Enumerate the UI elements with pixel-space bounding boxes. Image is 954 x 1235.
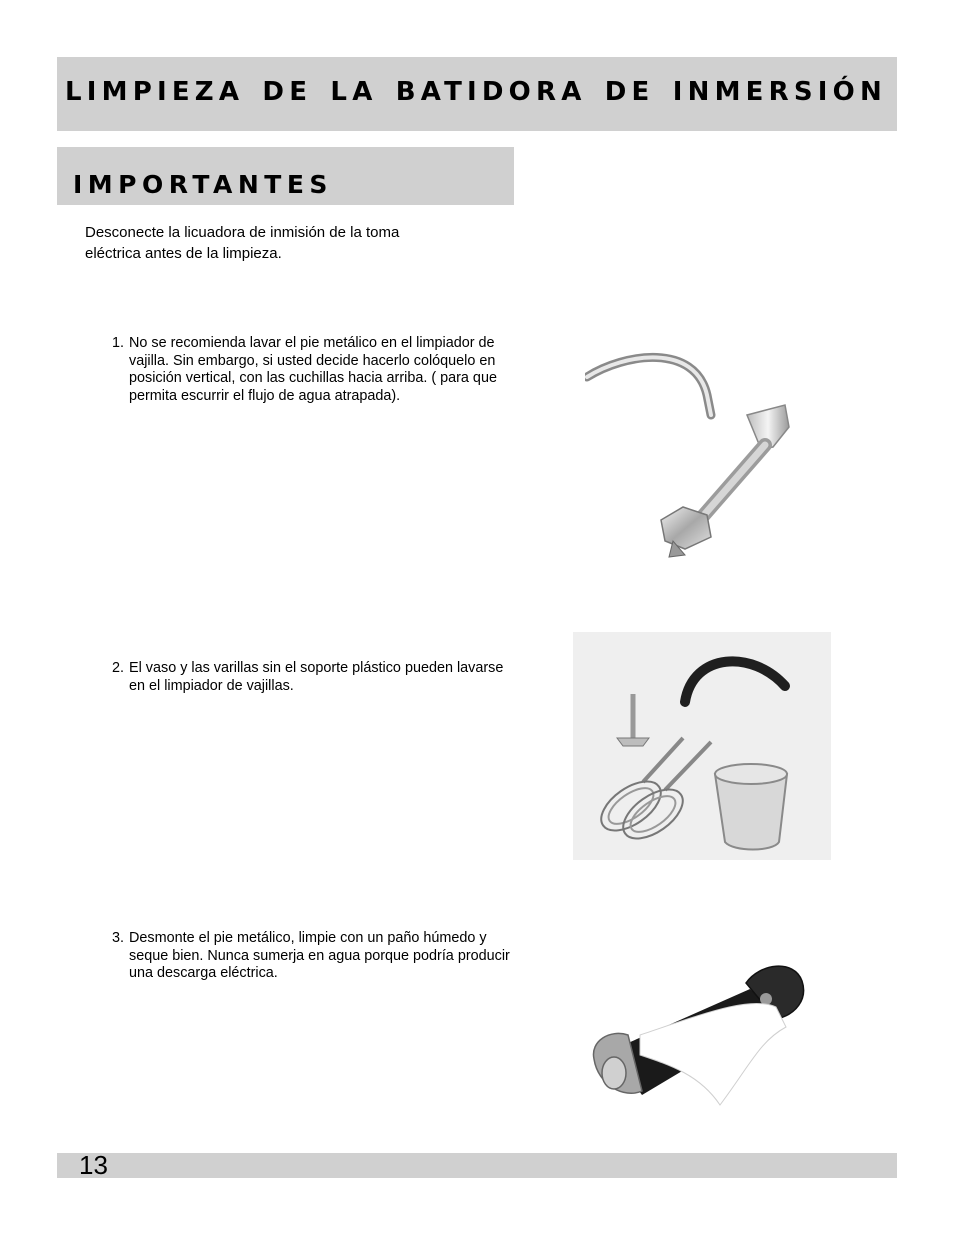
step-text: Desmonte el pie metálico, limpie con un paño húmedo y seque bien. Nunca sumerja en agua porque podría producir una descarga eléctrica.	[129, 930, 510, 982]
step-text: No se recomienda lavar el pie metálico en el limpiador de vajilla. Sin embargo, si usted decide hacerlo colóquelo en posición vertical, con las cuchillas hacia arriba. ( para que permita escurrir el flujo de agua atrapada).	[129, 335, 497, 404]
step-number: 1.	[112, 335, 125, 351]
step-item	[112, 930, 512, 983]
step-item	[112, 660, 512, 695]
section-header	[57, 147, 514, 205]
motor-body-illustration	[580, 955, 830, 1115]
warning-text: Desconecte la licuadora de inmisión de la toma eléctrica antes de la limpieza.	[85, 224, 400, 262]
step-text: El vaso y las varillas sin el soporte plástico pueden lavarse en el limpiador de vajillas.	[129, 660, 504, 694]
footer-bar	[57, 1150, 897, 1180]
page-title: LIMPIEZA DE LA BATIDORA DE INMERSIÓN	[65, 77, 887, 107]
beaker-whisk-illustration	[573, 632, 831, 860]
step-item	[112, 335, 512, 405]
blender-foot-illustration	[585, 345, 845, 565]
page-number: 13	[79, 1150, 108, 1180]
header-banner	[57, 57, 897, 131]
section-title: IMPORTANTES	[73, 170, 333, 199]
step-number: 3.	[112, 930, 125, 946]
step-number: 2.	[112, 660, 125, 676]
